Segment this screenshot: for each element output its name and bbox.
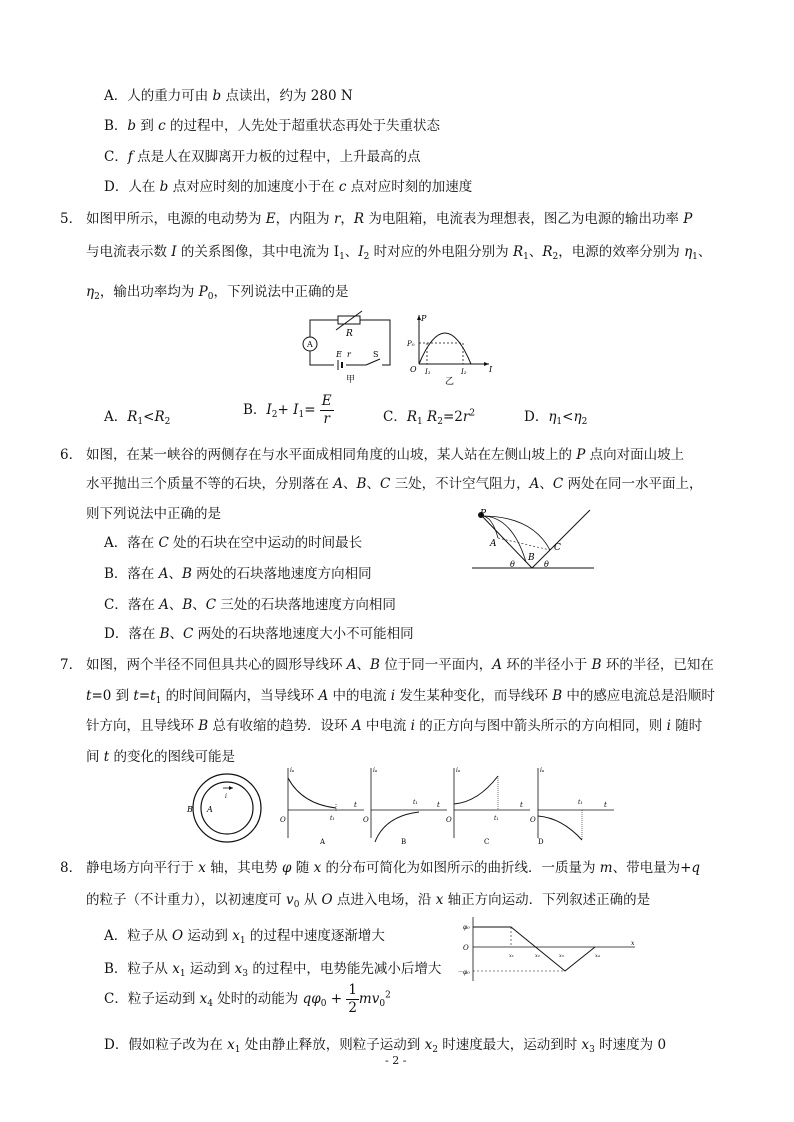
prev-option-c: C．f 点是人在双脚离开力板的过程中，上升最高的点 [104, 149, 421, 165]
q5-option-d: D．$\eta_1<\eta_2$ [524, 409, 588, 427]
q5-stem-2: 与电流表示数 I 的关系图像，其中电流为 $I_1$、$I_2$ 时对应的外电阻分别为 $R_1$、$R_2$，电源的效率分别为 $\eta_1$、 [86, 244, 712, 262]
svg-text:A: A [490, 539, 497, 549]
q6-stem-3: 则下列说法中正确的是 [86, 506, 221, 522]
ring-b [193, 774, 261, 842]
q8-stem-1: 静电场方向平行于 x 轴，其电势 φ 随 x 的分布可简化为如图所示的曲折线．一质量为 m、带电量为+q [86, 860, 701, 876]
svg-text:A: A [320, 838, 326, 846]
q6-option-c: C．落在 A、B、C 三处的石块落地速度方向相同 [104, 597, 396, 613]
svg-text:t₁: t₁ [494, 815, 499, 822]
svg-text:O: O [463, 944, 469, 952]
q7-number: 7． [60, 657, 83, 673]
q5-power-current-graph [405, 312, 495, 387]
svg-text:B: B [187, 805, 193, 814]
q7-rings-diagram [185, 770, 265, 850]
svg-text:x₄: x₄ [595, 953, 600, 959]
q5-number: 5． [60, 211, 83, 227]
svg-text:E: E [336, 350, 342, 359]
svg-text:x: x [631, 940, 635, 947]
q7-stem-1: 如图，两个半径不同但具共心的圆形导线环 A、B 位于同一平面内，A 环的半径小于 B 环的半径，已知在 [86, 657, 714, 673]
svg-text:iₐ: iₐ [540, 767, 545, 774]
q5-circuit-diagram [300, 310, 400, 385]
svg-text:P₀: P₀ [407, 340, 415, 348]
q7-stem-3: 针方向，且导线环 B 总有收缩的趋势．设环 A 中电流 i 的正方向与图中箭头所示的方向相同，则 i 随时 [86, 718, 703, 734]
svg-text:B: B [401, 838, 407, 846]
svg-text:i: i [225, 793, 227, 800]
q7-stem-4: 间 t 的变化的图线可能是 [86, 749, 236, 765]
svg-text:θ: θ [510, 560, 515, 569]
q6-valley-diagram [472, 508, 602, 576]
svg-text:A: A [307, 340, 313, 349]
svg-text:P: P [480, 509, 487, 519]
svg-text:t₁: t₁ [330, 815, 335, 822]
q8-stem-2: 的粒子（不计重力），以初速度可 $v_0$ 从 O 点进入电场，沿 x 轴正方向运动．下列叙述正确的是 [86, 892, 651, 910]
q6-stem-2: 水平抛出三个质量不等的石块，分别落在 A、B、C 三处，不计空气阻力，A、C 两处在同一水平面上， [86, 476, 703, 492]
q6-option-d: D．落在 B、C 两处的石块落地速度大小不可能相同 [104, 626, 414, 642]
svg-text:t₁: t₁ [413, 799, 418, 806]
svg-text:甲: 甲 [346, 375, 356, 385]
svg-text:I₂: I₂ [461, 368, 467, 376]
svg-text:r: r [347, 350, 351, 359]
svg-text:C: C [554, 543, 561, 553]
q6-stem-1: 如图，在某一峡谷的两侧存在与水平面成相同角度的山坡，某人站在左侧山坡上的 P 点向对面山坡上 [86, 447, 685, 463]
svg-text:t: t [354, 801, 357, 809]
svg-text:x₃: x₃ [559, 953, 564, 959]
q8-potential-graph [455, 915, 645, 985]
svg-text:O: O [363, 816, 369, 824]
svg-text:iₐ: iₐ [456, 767, 461, 774]
q5-option-a: A．$R_1<R_2$ [104, 409, 171, 427]
svg-text:B: B [528, 553, 535, 563]
svg-text:－φ₀: －φ₀ [457, 969, 470, 976]
q8-number: 8． [60, 860, 83, 876]
svg-text:t: t [520, 801, 523, 809]
svg-text:I₁: I₁ [425, 368, 431, 376]
q5-stem-3: $\eta_2$，输出功率均为 $P_0$，下列说法中正确的是 [86, 284, 349, 302]
svg-text:t₁: t₁ [578, 799, 583, 806]
prev-option-d: D．人在 b 点对应时刻的加速度小于在 c 点对应时刻的加速度 [104, 179, 473, 195]
svg-text:iₐ: iₐ [373, 767, 378, 774]
prev-option-a: A．人的重力可由 b 点读出，约为 280 N [104, 88, 353, 104]
q8-option-b: B．粒子从 $x_1$ 运动到 $x_3$ 的过程中，电势能先减小后增大 [104, 961, 442, 979]
q5-option-c: C．$R_1$ $R_2=2r^2$ [383, 408, 476, 427]
svg-text:O: O [280, 816, 286, 824]
svg-text:乙: 乙 [445, 377, 455, 387]
svg-text:iₐ: iₐ [290, 767, 295, 774]
q7-stem-2: t=0 到 $t=t_1$ 的时间间隔内，当导线环 A 中的电流 i 发生某种变化，而导线环 B 中的感应电流总是沿顺时 [86, 688, 715, 706]
prev-option-b: B．b 到 c 的过程中，人先处于超重状态再处于失重状态 [104, 118, 441, 134]
svg-text:C: C [484, 838, 490, 846]
svg-text:O: O [530, 816, 536, 824]
current-arrow-icon [229, 786, 233, 790]
svg-text:S: S [373, 350, 379, 359]
svg-text:x₂: x₂ [535, 953, 540, 959]
q8-option-c: C．粒子运动到 $x_4$ 处时的动能为 $q\varphi_0$ + $\frac{1}{2}$ $mv_0^2$ [104, 982, 391, 1016]
svg-text:R: R [346, 329, 353, 339]
q6-option-a: A．落在 C 处的石块在空中运动的时间最长 [104, 535, 363, 551]
svg-text:P: P [421, 314, 427, 323]
q8-option-a: A．粒子从 O 运动到 $x_1$ 的过程中速度逐渐增大 [104, 928, 385, 946]
svg-text:t: t [437, 801, 440, 809]
svg-text:φ₀: φ₀ [463, 924, 470, 931]
svg-text:I: I [489, 365, 493, 374]
page-number: - 2 - [385, 1054, 407, 1067]
svg-text:D: D [538, 838, 544, 846]
svg-text:t: t [604, 801, 607, 809]
svg-text:A: A [207, 805, 213, 814]
q7-graph-d [522, 764, 622, 846]
q6-number: 6． [60, 447, 83, 463]
svg-text:θ: θ [544, 560, 549, 569]
q5-stem-1: 如图甲所示，电源的电动势为 E，内阻为 r，R 为电阻箱，电流表为理想表，图乙为电源的输出功率 P [86, 211, 693, 227]
q5-option-b: B．$I_2+ I_1=$ $\frac{E}{r}$ [243, 393, 332, 427]
svg-text:O: O [410, 365, 417, 374]
svg-text:x₁: x₁ [509, 953, 514, 959]
svg-text:O: O [446, 816, 452, 824]
q8-option-d: D．假如粒子改为在 $x_1$ 处由静止释放，则粒子运动到 $x_2$ 时速度最大，运动到时 $x_3$ 时速度为 0 [104, 1037, 667, 1055]
q6-option-b: B．落在 A、B 两处的石块落地速度方向相同 [104, 566, 372, 582]
